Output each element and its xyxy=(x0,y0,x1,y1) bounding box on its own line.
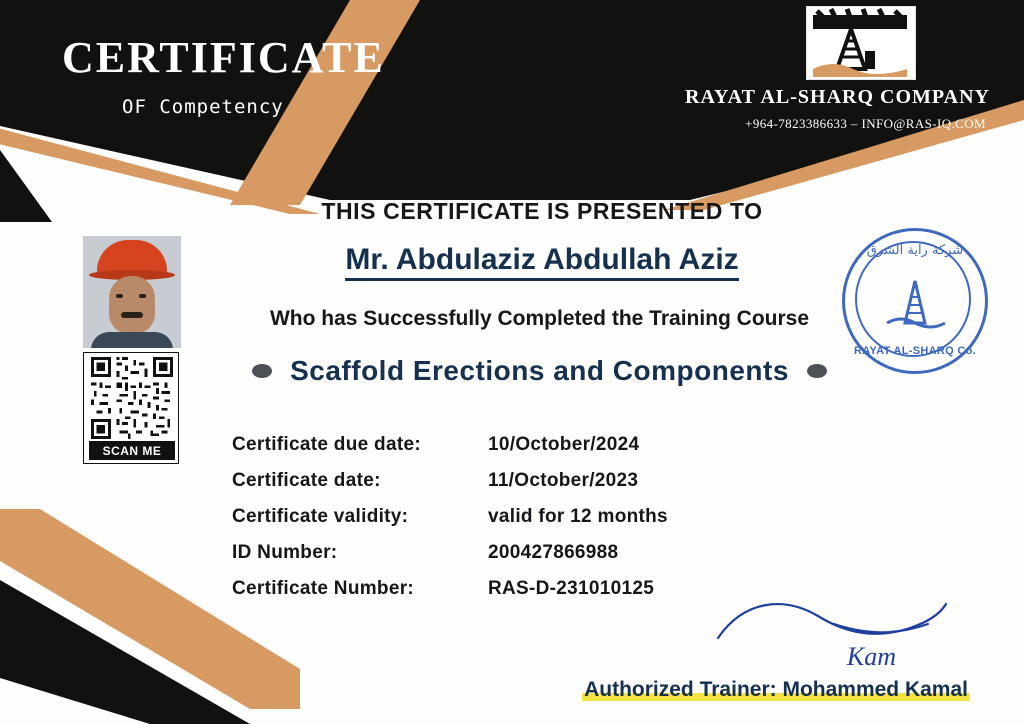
detail-row xyxy=(232,578,668,600)
detail-value: RAS-D-231010125 xyxy=(488,578,655,599)
bullet-dot-icon xyxy=(252,364,272,378)
detail-value: valid for 12 months xyxy=(488,506,668,527)
signature-handwriting: Kam xyxy=(846,642,896,671)
course-title: Scaffold Erections and Components xyxy=(290,355,789,386)
completion-line: Who has Successfully Completed the Training Course xyxy=(269,307,810,330)
company-name: RAYAT AL-SHARQ COMPANY xyxy=(685,86,990,108)
detail-value: 11/October/2023 xyxy=(488,470,639,491)
detail-value: 200427866988 xyxy=(488,542,619,563)
detail-row xyxy=(232,542,668,564)
detail-label: ID Number: xyxy=(232,542,338,563)
presented-to-line: THIS CERTIFICATE IS PRESENTED TO xyxy=(321,198,763,224)
detail-row xyxy=(232,470,668,492)
oil-derrick-logo-icon xyxy=(806,6,916,80)
detail-label: Certificate Number: xyxy=(232,578,415,599)
detail-value: 10/October/2024 xyxy=(488,434,640,455)
face xyxy=(109,276,155,334)
certificate-title: CERTIFICATE xyxy=(62,33,385,82)
scan-me-label: SCAN ME xyxy=(89,441,175,460)
stamp-derrick-icon xyxy=(883,269,947,329)
recipient-name: Mr. Abdulaziz Abdullah Aziz xyxy=(345,243,738,281)
signature-stroke xyxy=(714,594,954,654)
detail-row xyxy=(232,506,668,528)
detail-label: Certificate date: xyxy=(232,470,381,491)
certificate-details xyxy=(232,434,668,614)
detail-label: Certificate due date: xyxy=(232,434,421,455)
recipient-photo xyxy=(83,236,181,348)
company-stamp xyxy=(842,228,988,374)
stamp-english-text: RAYAT AL-SHARQ Co. xyxy=(854,345,976,357)
company-contact: +964-7823386633 – INFO@RAS-IQ.COM xyxy=(745,116,986,131)
detail-label: Certificate validity: xyxy=(232,506,409,527)
qr-code-block[interactable] xyxy=(83,352,179,464)
eye-left xyxy=(116,294,123,298)
stamp-arabic-text: شركة راية الشرق xyxy=(866,243,964,258)
authorized-trainer-line: Authorized Trainer: Mohammed Kamal xyxy=(584,678,968,701)
certificate-subtitle: OF Competency xyxy=(122,96,284,118)
qr-code-icon[interactable] xyxy=(89,357,175,439)
detail-row xyxy=(232,434,668,456)
eye-right xyxy=(139,294,146,298)
shoulders xyxy=(91,332,173,348)
bullet-dot-icon xyxy=(807,364,827,378)
mustache xyxy=(121,312,143,318)
